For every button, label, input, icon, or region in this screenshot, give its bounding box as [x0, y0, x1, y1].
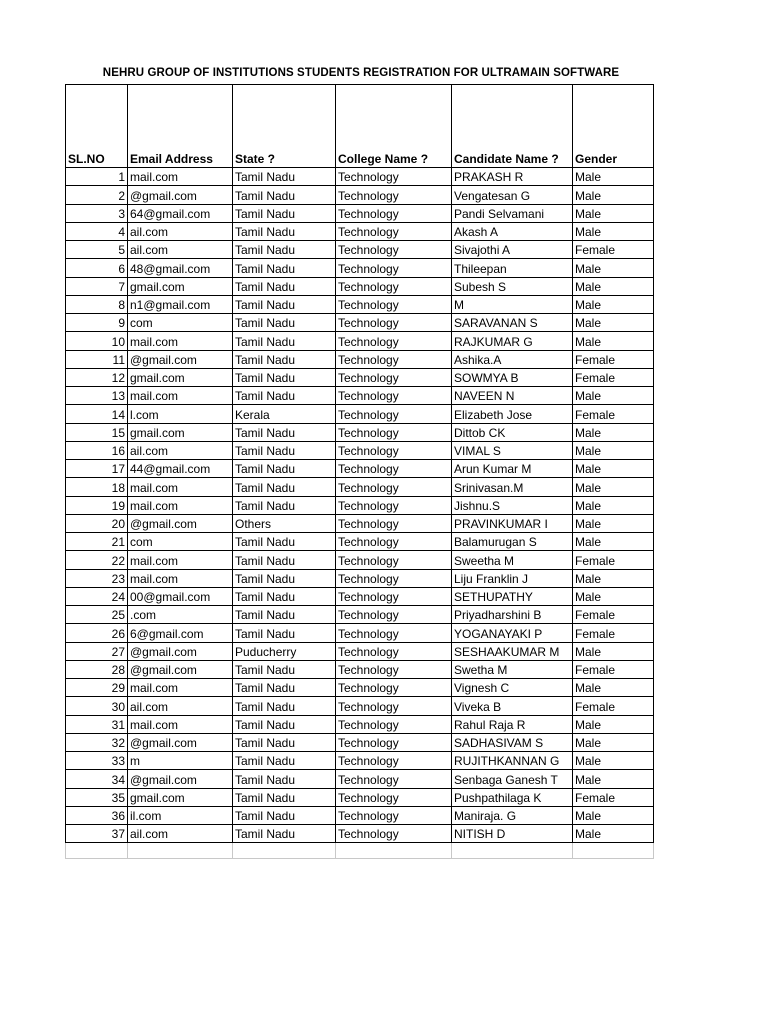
cell-state[interactable]: Tamil Nadu: [233, 259, 336, 277]
table-row: [66, 460, 654, 478]
cell-college[interactable]: Technology: [336, 241, 452, 259]
table-row: [66, 478, 654, 496]
cell-state[interactable]: Tamil Nadu: [233, 569, 336, 587]
cell-state[interactable]: Tamil Nadu: [233, 770, 336, 788]
cell-college[interactable]: Technology: [336, 350, 452, 368]
cell-gender[interactable]: Male: [573, 825, 654, 843]
cell-candidate-name[interactable]: Pushpathilaga K: [452, 788, 573, 806]
cell-sl-no[interactable]: 21: [66, 533, 128, 551]
cell-sl-no[interactable]: 10: [66, 332, 128, 350]
table-row: [66, 825, 654, 843]
cell-state[interactable]: Tamil Nadu: [233, 715, 336, 733]
cell-email[interactable]: n1@gmail.com: [128, 295, 233, 313]
cell-candidate-name[interactable]: SESHAAKUMAR M: [452, 642, 573, 660]
cell-gender[interactable]: Female: [573, 405, 654, 423]
header-row: [66, 85, 654, 168]
cell-college[interactable]: Technology: [336, 624, 452, 642]
table-row: [66, 405, 654, 423]
cell-candidate-name[interactable]: Maniraja. G: [452, 806, 573, 824]
cell-sl-no[interactable]: 29: [66, 679, 128, 697]
cell-college[interactable]: Technology: [336, 423, 452, 441]
cell-email[interactable]: @gmail.com: [128, 350, 233, 368]
cell-college[interactable]: Technology: [336, 441, 452, 459]
cell-state[interactable]: Tamil Nadu: [233, 350, 336, 368]
table-row: [66, 606, 654, 624]
table-row: [66, 806, 654, 824]
cell-candidate-name[interactable]: M: [452, 295, 573, 313]
table-row: [66, 332, 654, 350]
table-row: [66, 423, 654, 441]
cell-college[interactable]: Technology: [336, 551, 452, 569]
cell-sl-no[interactable]: 25: [66, 606, 128, 624]
cell-email[interactable]: 44@gmail.com: [128, 460, 233, 478]
cell-sl-no[interactable]: 6: [66, 259, 128, 277]
header-sl-no[interactable]: SL.NO: [66, 85, 128, 168]
cell-email[interactable]: com: [128, 533, 233, 551]
cell-college[interactable]: Technology: [336, 387, 452, 405]
cell-sl-no[interactable]: 18: [66, 478, 128, 496]
cell-college[interactable]: Technology: [336, 569, 452, 587]
cell-email[interactable]: gmail.com: [128, 368, 233, 386]
cell-state[interactable]: Others: [233, 514, 336, 532]
cell-email[interactable]: mail.com: [128, 715, 233, 733]
cell-sl-no[interactable]: 4: [66, 222, 128, 240]
cell-gender[interactable]: Male: [573, 533, 654, 551]
cell-state[interactable]: Tamil Nadu: [233, 186, 336, 204]
table-row: [66, 514, 654, 532]
cell-email[interactable]: ail.com: [128, 222, 233, 240]
cell-state[interactable]: Tamil Nadu: [233, 752, 336, 770]
cell-candidate-name[interactable]: Liju Franklin J: [452, 569, 573, 587]
cell-sl-no[interactable]: 1: [66, 168, 128, 186]
cell-candidate-name[interactable]: NAVEEN N: [452, 387, 573, 405]
table-row: [66, 241, 654, 259]
cell-state[interactable]: Kerala: [233, 405, 336, 423]
cell-sl-no[interactable]: 33: [66, 752, 128, 770]
cell-sl-no[interactable]: 36: [66, 806, 128, 824]
cell-state[interactable]: Tamil Nadu: [233, 314, 336, 332]
cell-candidate-name[interactable]: Balamurugan S: [452, 533, 573, 551]
cell-sl-no[interactable]: 31: [66, 715, 128, 733]
cell-college[interactable]: Technology: [336, 368, 452, 386]
cell-state[interactable]: Tamil Nadu: [233, 606, 336, 624]
cell-college[interactable]: Technology: [336, 679, 452, 697]
cell-email[interactable]: ail.com: [128, 697, 233, 715]
cell-college[interactable]: Technology: [336, 587, 452, 605]
cell-candidate-name[interactable]: Jishnu.S: [452, 496, 573, 514]
table-row: [66, 168, 654, 186]
cell-college[interactable]: Technology: [336, 496, 452, 514]
cell-college[interactable]: Technology: [336, 642, 452, 660]
cell-candidate-name[interactable]: Vignesh C: [452, 679, 573, 697]
table-row: [66, 642, 654, 660]
empty-cell[interactable]: [66, 843, 128, 859]
cell-email[interactable]: gmail.com: [128, 423, 233, 441]
cell-sl-no[interactable]: 9: [66, 314, 128, 332]
cell-state[interactable]: Tamil Nadu: [233, 168, 336, 186]
cell-email[interactable]: l.com: [128, 405, 233, 423]
cell-state[interactable]: Tamil Nadu: [233, 478, 336, 496]
cell-candidate-name[interactable]: Srinivasan.M: [452, 478, 573, 496]
cell-college[interactable]: Technology: [336, 314, 452, 332]
cell-sl-no[interactable]: 12: [66, 368, 128, 386]
cell-candidate-name[interactable]: Viveka B: [452, 697, 573, 715]
header-gender[interactable]: Gender: [573, 85, 654, 168]
cell-email[interactable]: mail.com: [128, 332, 233, 350]
cell-state[interactable]: Tamil Nadu: [233, 241, 336, 259]
cell-state[interactable]: Tamil Nadu: [233, 277, 336, 295]
cell-candidate-name[interactable]: SARAVANAN S: [452, 314, 573, 332]
cell-college[interactable]: Technology: [336, 405, 452, 423]
cell-gender[interactable]: Female: [573, 368, 654, 386]
cell-candidate-name[interactable]: Vengatesan G: [452, 186, 573, 204]
empty-cell[interactable]: [128, 843, 233, 859]
header-college-name[interactable]: College Name ?: [336, 85, 452, 168]
empty-cell[interactable]: [233, 843, 336, 859]
cell-email[interactable]: mail.com: [128, 569, 233, 587]
cell-gender[interactable]: Female: [573, 606, 654, 624]
table-row: [66, 733, 654, 751]
table-row: [66, 551, 654, 569]
cell-email[interactable]: gmail.com: [128, 277, 233, 295]
table-row: [66, 295, 654, 313]
cell-candidate-name[interactable]: Sweetha M: [452, 551, 573, 569]
cell-sl-no[interactable]: 27: [66, 642, 128, 660]
table-row: [66, 587, 654, 605]
cell-college[interactable]: Technology: [336, 295, 452, 313]
cell-email[interactable]: @gmail.com: [128, 770, 233, 788]
cell-sl-no[interactable]: 15: [66, 423, 128, 441]
cell-gender[interactable]: Female: [573, 350, 654, 368]
cell-gender[interactable]: Male: [573, 314, 654, 332]
cell-sl-no[interactable]: 14: [66, 405, 128, 423]
cell-state[interactable]: Tamil Nadu: [233, 460, 336, 478]
cell-sl-no[interactable]: 34: [66, 770, 128, 788]
cell-email[interactable]: mail.com: [128, 496, 233, 514]
cell-college[interactable]: Technology: [336, 715, 452, 733]
cell-candidate-name[interactable]: Ashika.A: [452, 350, 573, 368]
table-row: [66, 788, 654, 806]
table-row: [66, 259, 654, 277]
cell-sl-no[interactable]: 32: [66, 733, 128, 751]
cell-college[interactable]: Technology: [336, 460, 452, 478]
cell-college[interactable]: Technology: [336, 788, 452, 806]
cell-email[interactable]: m: [128, 752, 233, 770]
cell-email[interactable]: @gmail.com: [128, 186, 233, 204]
cell-gender[interactable]: Male: [573, 806, 654, 824]
cell-gender[interactable]: Male: [573, 514, 654, 532]
cell-candidate-name[interactable]: Pandi Selvamani: [452, 204, 573, 222]
cell-sl-no[interactable]: 8: [66, 295, 128, 313]
cell-email[interactable]: 6@gmail.com: [128, 624, 233, 642]
cell-candidate-name[interactable]: Arun Kumar M: [452, 460, 573, 478]
cell-candidate-name[interactable]: PRAVINKUMAR I: [452, 514, 573, 532]
cell-gender[interactable]: Male: [573, 642, 654, 660]
cell-email[interactable]: 48@gmail.com: [128, 259, 233, 277]
cell-state[interactable]: Tamil Nadu: [233, 551, 336, 569]
cell-gender[interactable]: Female: [573, 660, 654, 678]
cell-gender[interactable]: Female: [573, 788, 654, 806]
cell-state[interactable]: Tamil Nadu: [233, 697, 336, 715]
cell-state[interactable]: Tamil Nadu: [233, 295, 336, 313]
cell-email[interactable]: mail.com: [128, 168, 233, 186]
cell-gender[interactable]: Male: [573, 733, 654, 751]
empty-cell[interactable]: [573, 843, 654, 859]
cell-candidate-name[interactable]: Senbaga Ganesh T: [452, 770, 573, 788]
cell-email[interactable]: ail.com: [128, 241, 233, 259]
cell-email[interactable]: .com: [128, 606, 233, 624]
table-row: [66, 350, 654, 368]
cell-college[interactable]: Technology: [336, 222, 452, 240]
cell-college[interactable]: Technology: [336, 806, 452, 824]
cell-gender[interactable]: Male: [573, 679, 654, 697]
cell-sl-no[interactable]: 3: [66, 204, 128, 222]
cell-email[interactable]: @gmail.com: [128, 733, 233, 751]
cell-state[interactable]: Tamil Nadu: [233, 496, 336, 514]
cell-college[interactable]: Technology: [336, 825, 452, 843]
cell-college[interactable]: Technology: [336, 752, 452, 770]
cell-candidate-name[interactable]: SOWMYA B: [452, 368, 573, 386]
cell-state[interactable]: Tamil Nadu: [233, 204, 336, 222]
table-row: [66, 368, 654, 386]
cell-state[interactable]: Tamil Nadu: [233, 624, 336, 642]
cell-sl-no[interactable]: 23: [66, 569, 128, 587]
cell-candidate-name[interactable]: Swetha M: [452, 660, 573, 678]
cell-candidate-name[interactable]: Akash A: [452, 222, 573, 240]
cell-state[interactable]: Tamil Nadu: [233, 825, 336, 843]
cell-college[interactable]: Technology: [336, 204, 452, 222]
cell-gender[interactable]: Male: [573, 259, 654, 277]
cell-sl-no[interactable]: 13: [66, 387, 128, 405]
cell-gender[interactable]: Male: [573, 277, 654, 295]
table-row: [66, 569, 654, 587]
table-row: [66, 770, 654, 788]
cell-college[interactable]: Technology: [336, 697, 452, 715]
table-row: [66, 441, 654, 459]
cell-sl-no[interactable]: 28: [66, 660, 128, 678]
cell-candidate-name[interactable]: VIMAL S: [452, 441, 573, 459]
cell-candidate-name[interactable]: Subesh S: [452, 277, 573, 295]
cell-candidate-name[interactable]: NITISH D: [452, 825, 573, 843]
cell-sl-no[interactable]: 37: [66, 825, 128, 843]
cell-state[interactable]: Tamil Nadu: [233, 679, 336, 697]
cell-email[interactable]: @gmail.com: [128, 642, 233, 660]
table-row: [66, 314, 654, 332]
cell-gender[interactable]: Female: [573, 697, 654, 715]
empty-cell[interactable]: [452, 843, 573, 859]
cell-email[interactable]: 64@gmail.com: [128, 204, 233, 222]
cell-state[interactable]: Tamil Nadu: [233, 733, 336, 751]
cell-gender[interactable]: Male: [573, 460, 654, 478]
cell-state[interactable]: Puducherry: [233, 642, 336, 660]
table-row: [66, 624, 654, 642]
cell-sl-no[interactable]: 17: [66, 460, 128, 478]
cell-gender[interactable]: Male: [573, 332, 654, 350]
cell-gender[interactable]: Male: [573, 569, 654, 587]
cell-email[interactable]: mail.com: [128, 478, 233, 496]
cell-sl-no[interactable]: 2: [66, 186, 128, 204]
cell-college[interactable]: Technology: [336, 332, 452, 350]
cell-sl-no[interactable]: 5: [66, 241, 128, 259]
cell-candidate-name[interactable]: SADHASIVAM S: [452, 733, 573, 751]
cell-email[interactable]: ail.com: [128, 825, 233, 843]
table-row: [66, 660, 654, 678]
table-body: [66, 85, 654, 859]
cell-gender[interactable]: Female: [573, 551, 654, 569]
header-state[interactable]: State ?: [233, 85, 336, 168]
cell-gender[interactable]: Male: [573, 752, 654, 770]
cell-sl-no[interactable]: 22: [66, 551, 128, 569]
cell-sl-no[interactable]: 7: [66, 277, 128, 295]
cell-gender[interactable]: Female: [573, 241, 654, 259]
cell-state[interactable]: Tamil Nadu: [233, 441, 336, 459]
cell-college[interactable]: Technology: [336, 478, 452, 496]
cell-state[interactable]: Tamil Nadu: [233, 423, 336, 441]
cell-email[interactable]: 00@gmail.com: [128, 587, 233, 605]
cell-email[interactable]: mail.com: [128, 551, 233, 569]
registration-table: [65, 84, 654, 859]
empty-row: [66, 843, 654, 859]
cell-email[interactable]: @gmail.com: [128, 514, 233, 532]
header-email-address[interactable]: Email Address: [128, 85, 233, 168]
cell-candidate-name[interactable]: SETHUPATHY: [452, 587, 573, 605]
table-row: [66, 697, 654, 715]
cell-college[interactable]: Technology: [336, 533, 452, 551]
cell-gender[interactable]: Male: [573, 222, 654, 240]
cell-email[interactable]: com: [128, 314, 233, 332]
cell-state[interactable]: Tamil Nadu: [233, 387, 336, 405]
cell-gender[interactable]: Male: [573, 770, 654, 788]
table-row: [66, 752, 654, 770]
table-row: [66, 387, 654, 405]
table-row: [66, 222, 654, 240]
cell-gender[interactable]: Male: [573, 168, 654, 186]
table-row: [66, 204, 654, 222]
cell-candidate-name[interactable]: Elizabeth Jose: [452, 405, 573, 423]
cell-candidate-name[interactable]: Thileepan: [452, 259, 573, 277]
cell-gender[interactable]: Male: [573, 478, 654, 496]
cell-gender[interactable]: Male: [573, 204, 654, 222]
table-row: [66, 715, 654, 733]
sheet-title: NEHRU GROUP OF INSTITUTIONS STUDENTS REGISTRATION FOR ULTRAMAIN SOFTWARE: [102, 67, 620, 79]
cell-college[interactable]: Technology: [336, 606, 452, 624]
cell-email[interactable]: mail.com: [128, 387, 233, 405]
cell-gender[interactable]: Male: [573, 496, 654, 514]
table-row: [66, 533, 654, 551]
cell-email[interactable]: il.com: [128, 806, 233, 824]
cell-email[interactable]: @gmail.com: [128, 660, 233, 678]
cell-gender[interactable]: Male: [573, 587, 654, 605]
cell-candidate-name[interactable]: PRAKASH R: [452, 168, 573, 186]
cell-sl-no[interactable]: 19: [66, 496, 128, 514]
cell-email[interactable]: gmail.com: [128, 788, 233, 806]
cell-state[interactable]: Tamil Nadu: [233, 587, 336, 605]
cell-gender[interactable]: Female: [573, 624, 654, 642]
empty-cell[interactable]: [336, 843, 452, 859]
cell-candidate-name[interactable]: Rahul Raja R: [452, 715, 573, 733]
cell-college[interactable]: Technology: [336, 660, 452, 678]
table-row: [66, 496, 654, 514]
cell-sl-no[interactable]: 20: [66, 514, 128, 532]
cell-state[interactable]: Tamil Nadu: [233, 660, 336, 678]
cell-sl-no[interactable]: 11: [66, 350, 128, 368]
cell-gender[interactable]: Male: [573, 186, 654, 204]
cell-sl-no[interactable]: 26: [66, 624, 128, 642]
cell-gender[interactable]: Male: [573, 387, 654, 405]
cell-gender[interactable]: Male: [573, 423, 654, 441]
cell-sl-no[interactable]: 30: [66, 697, 128, 715]
cell-sl-no[interactable]: 35: [66, 788, 128, 806]
table-row: [66, 186, 654, 204]
cell-college[interactable]: Technology: [336, 514, 452, 532]
cell-college[interactable]: Technology: [336, 259, 452, 277]
cell-gender[interactable]: Male: [573, 715, 654, 733]
table-row: [66, 277, 654, 295]
cell-college[interactable]: Technology: [336, 186, 452, 204]
cell-candidate-name[interactable]: RAJKUMAR G: [452, 332, 573, 350]
cell-state[interactable]: Tamil Nadu: [233, 533, 336, 551]
cell-college[interactable]: Technology: [336, 733, 452, 751]
cell-gender[interactable]: Male: [573, 295, 654, 313]
cell-gender[interactable]: Male: [573, 441, 654, 459]
cell-email[interactable]: ail.com: [128, 441, 233, 459]
cell-college[interactable]: Technology: [336, 770, 452, 788]
cell-sl-no[interactable]: 16: [66, 441, 128, 459]
cell-college[interactable]: Technology: [336, 277, 452, 295]
cell-email[interactable]: mail.com: [128, 679, 233, 697]
cell-state[interactable]: Tamil Nadu: [233, 368, 336, 386]
cell-state[interactable]: Tamil Nadu: [233, 332, 336, 350]
cell-candidate-name[interactable]: RUJITHKANNAN G: [452, 752, 573, 770]
cell-state[interactable]: Tamil Nadu: [233, 788, 336, 806]
cell-candidate-name[interactable]: YOGANAYAKI P: [452, 624, 573, 642]
cell-candidate-name[interactable]: Priyadharshini B: [452, 606, 573, 624]
cell-college[interactable]: Technology: [336, 168, 452, 186]
cell-candidate-name[interactable]: Dittob CK: [452, 423, 573, 441]
cell-candidate-name[interactable]: Sivajothi A: [452, 241, 573, 259]
table-row: [66, 679, 654, 697]
cell-state[interactable]: Tamil Nadu: [233, 222, 336, 240]
cell-sl-no[interactable]: 24: [66, 587, 128, 605]
header-candidate-name[interactable]: Candidate Name ?: [452, 85, 573, 168]
cell-state[interactable]: Tamil Nadu: [233, 806, 336, 824]
